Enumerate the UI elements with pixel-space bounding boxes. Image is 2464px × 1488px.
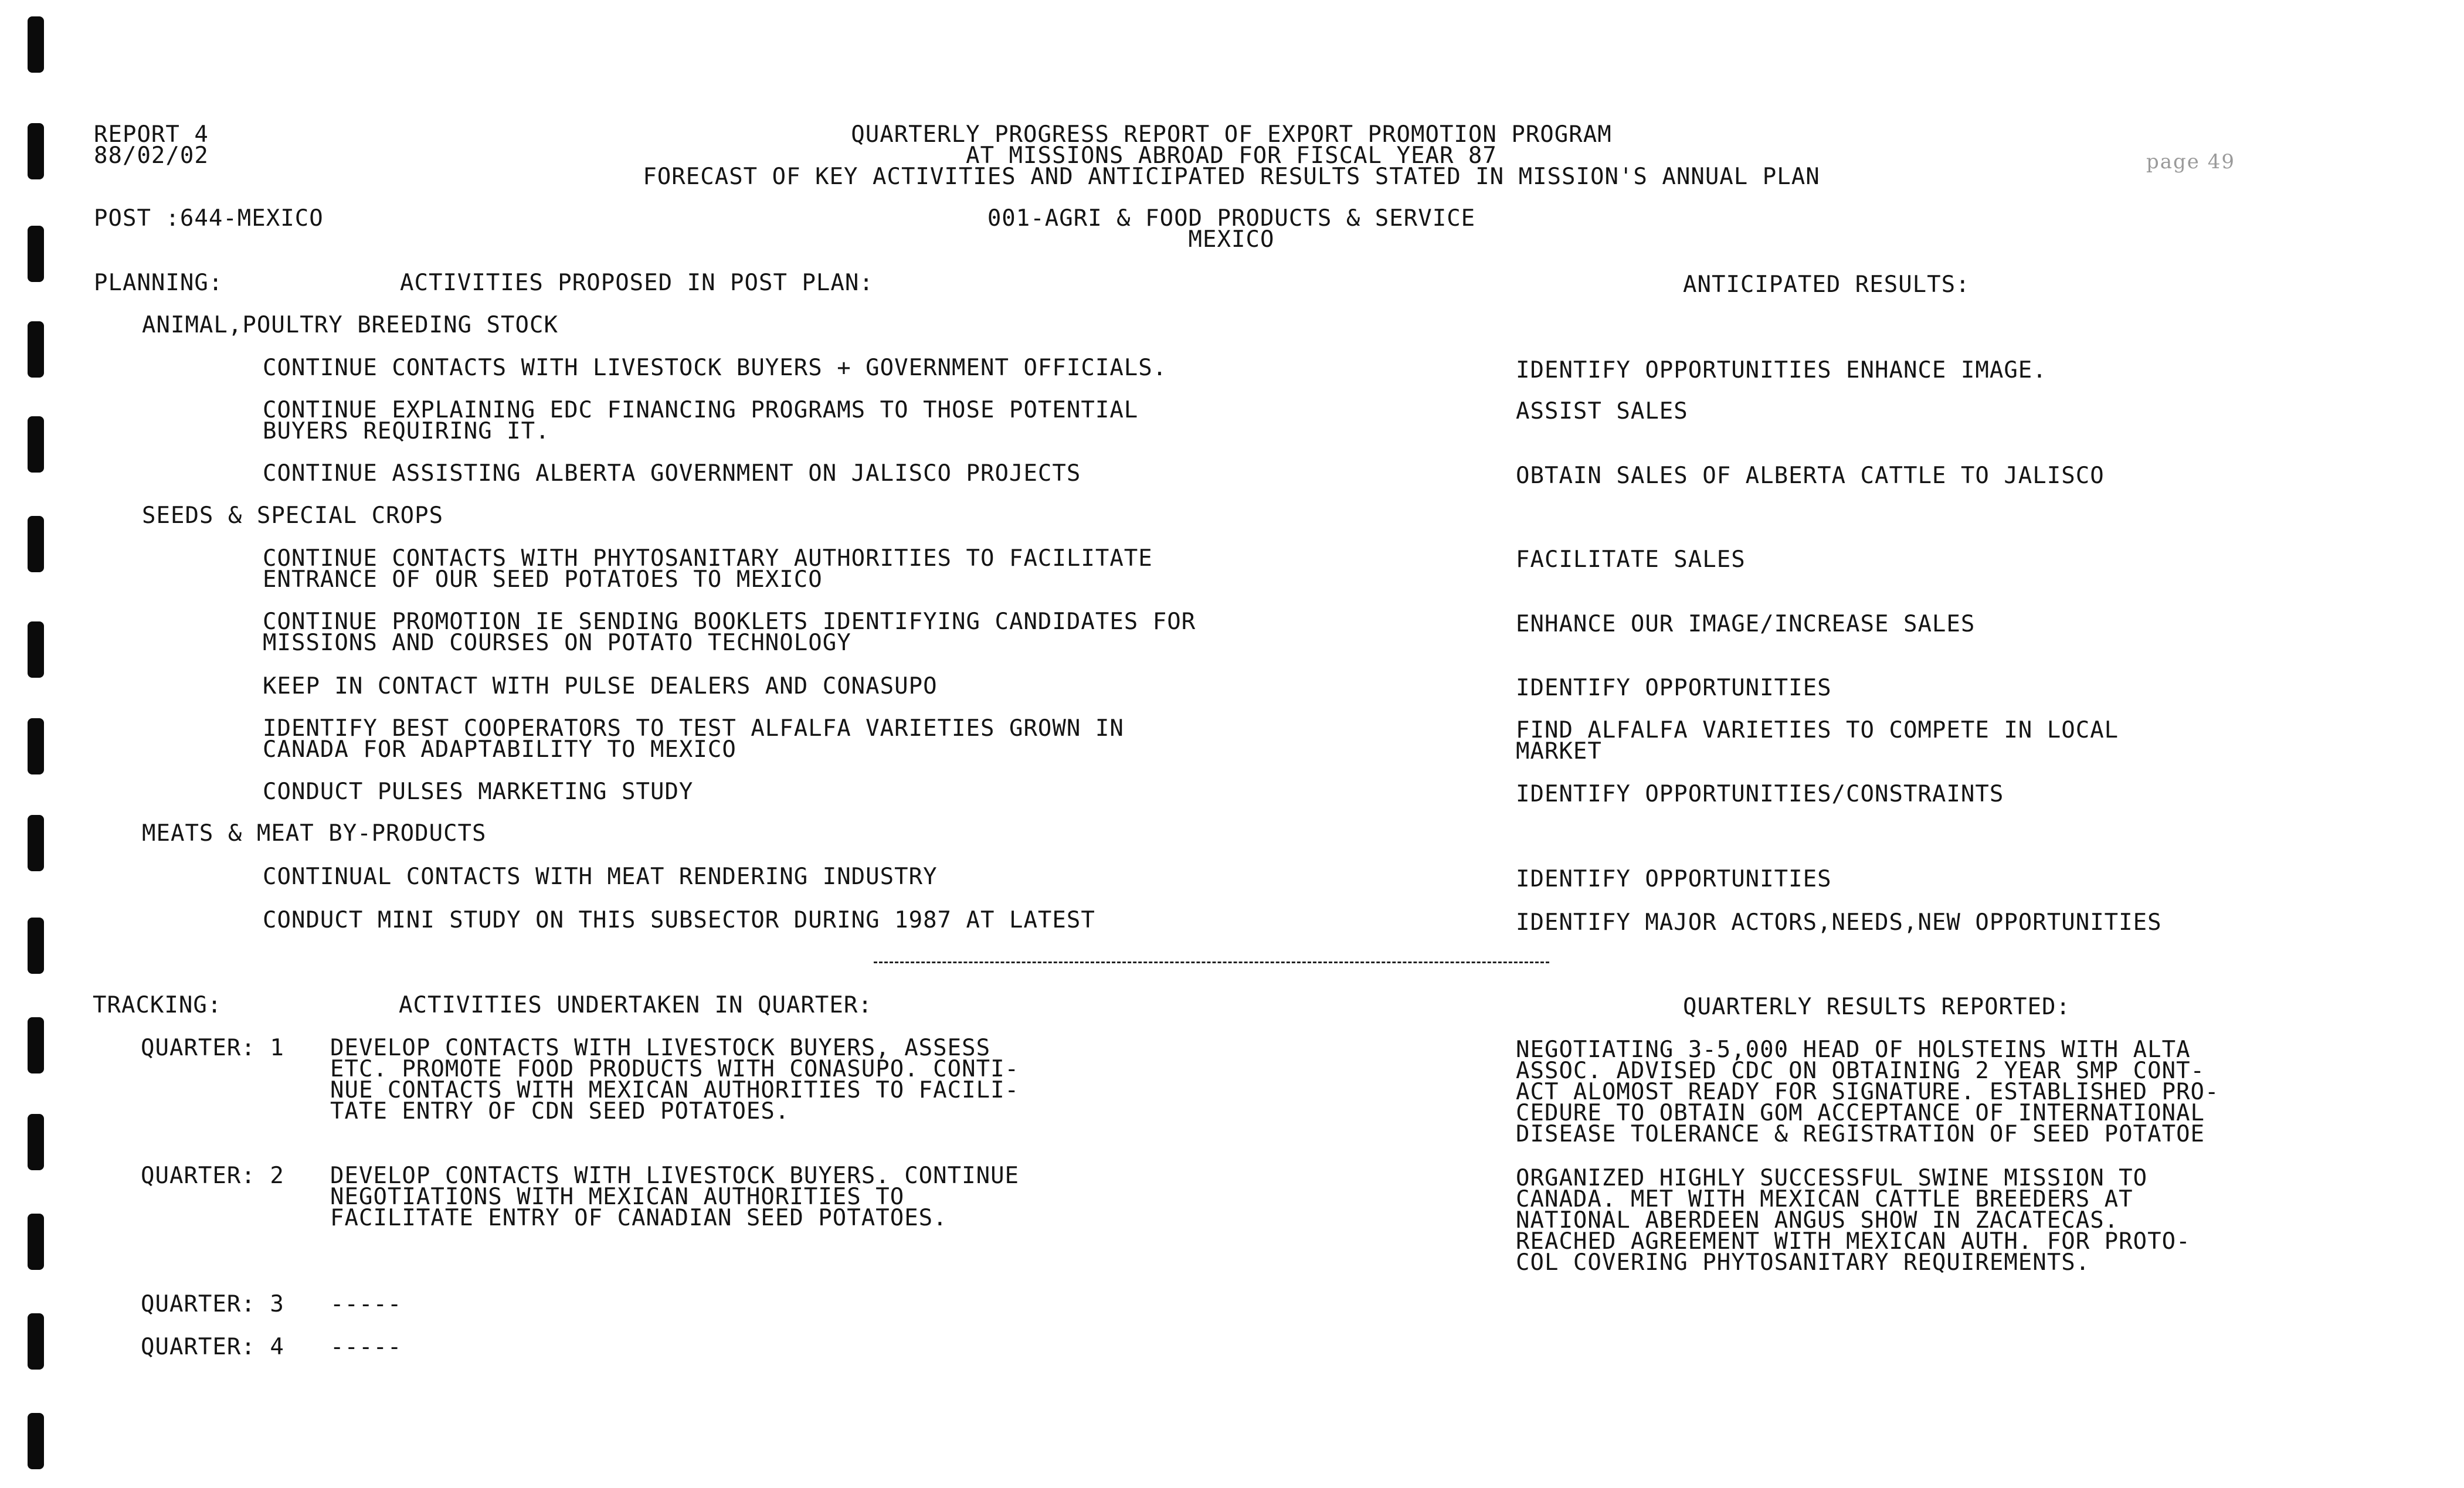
post-label: POST :644-MEXICO xyxy=(94,205,324,232)
tracking-activities-header: ACTIVITIES UNDERTAKEN IN QUARTER: xyxy=(399,992,873,1018)
punch-hole xyxy=(28,16,44,73)
planned-activity: IDENTIFY BEST COOPERATORS TO TEST ALFALFA VARIETIES GROWN IN CANADA FOR ADAPTABILITY TO MEXICO xyxy=(263,715,1124,763)
anticipated-result: ENHANCE OUR IMAGE/INCREASE SALES xyxy=(1516,611,1976,637)
section-divider xyxy=(874,962,1549,963)
tracking-label: TRACKING: xyxy=(93,992,222,1018)
anticipated-result: IDENTIFY OPPORTUNITIES/CONSTRAINTS xyxy=(1516,781,2004,807)
country-title: MEXICO xyxy=(1188,226,1275,253)
planned-activity: CONTINUE ASSISTING ALBERTA GOVERNMENT ON JALISCO PROJECTS xyxy=(263,460,1081,487)
planning-label: PLANNING: xyxy=(94,270,223,296)
report-title-line-3: FORECAST OF KEY ACTIVITIES AND ANTICIPATED RESULTS STATED IN MISSION'S ANNUAL PLAN xyxy=(643,164,1820,190)
planned-activity: CONTINUE PROMOTION IE SENDING BOOKLETS IDENTIFYING CANDIDATES FOR MISSIONS AND COURSES ON POTATO TECHNOLOGY xyxy=(263,609,1196,656)
anticipated-result: IDENTIFY OPPORTUNITIES xyxy=(1516,866,1832,892)
anticipated-result: FIND ALFALFA VARIETIES TO COMPETE IN LOCAL MARKET xyxy=(1516,717,2119,765)
punch-hole xyxy=(28,123,44,179)
punch-hole xyxy=(28,416,44,473)
quarter-activity: ----- xyxy=(330,1291,402,1317)
quarter-activity: DEVELOP CONTACTS WITH LIVESTOCK BUYERS, ASSESS ETC. PROMOTE FOOD PRODUCTS WITH CONASUPO. CONTI- NUE CONTACTS WITH MEXICAN AUTHORITIES TO FACILI- TATE ENTRY OF CDN SEED POTATOES. xyxy=(330,1035,1020,1125)
punch-hole xyxy=(28,516,44,572)
anticipated-result: ASSIST SALES xyxy=(1516,398,1688,424)
quarter-label: QUARTER: 3 xyxy=(141,1291,284,1317)
planned-activity: CONDUCT MINI STUDY ON THIS SUBSECTOR DURING 1987 AT LATEST xyxy=(263,907,1095,933)
section-heading: MEATS & MEAT BY-PRODUCTS xyxy=(142,820,487,847)
punch-hole xyxy=(28,718,44,774)
report-title-line-1: QUARTERLY PROGRESS REPORT OF EXPORT PROMOTION PROGRAM xyxy=(851,121,1612,148)
quarter-activity: ----- xyxy=(330,1334,402,1360)
anticipated-result: IDENTIFY OPPORTUNITIES xyxy=(1516,675,1832,701)
section-heading: SEEDS & SPECIAL CROPS xyxy=(142,502,444,529)
punch-hole xyxy=(28,1017,44,1073)
punch-hole xyxy=(28,226,44,282)
page-note: page 49 xyxy=(2146,150,2235,174)
anticipated-result: FACILITATE SALES xyxy=(1516,546,1746,573)
punch-hole xyxy=(28,321,44,378)
planned-activity: CONTINUE EXPLAINING EDC FINANCING PROGRAMS TO THOSE POTENTIAL BUYERS REQUIRING IT. xyxy=(263,397,1139,444)
planned-activity: KEEP IN CONTACT WITH PULSE DEALERS AND CONASUPO xyxy=(263,673,938,699)
punch-hole xyxy=(28,918,44,974)
planned-activity: CONDUCT PULSES MARKETING STUDY xyxy=(263,779,694,805)
punch-hole xyxy=(28,1214,44,1270)
quarter-activity: DEVELOP CONTACTS WITH LIVESTOCK BUYERS. CONTINUE NEGOTIATIONS WITH MEXICAN AUTHORITIES TO FACILITATE ENTRY OF CANADIAN SEED POTATOES. xyxy=(330,1163,1020,1231)
punch-hole xyxy=(28,621,44,678)
planned-activity: CONTINUE CONTACTS WITH PHYTOSANITARY AUTHORITIES TO FACILITATE ENTRANCE OF OUR SEED POTATOES TO MEXICO xyxy=(263,545,1153,593)
quarter-label: QUARTER: 2 xyxy=(141,1163,284,1189)
planned-activity: CONTINUE CONTACTS WITH LIVESTOCK BUYERS + GOVERNMENT OFFICIALS. xyxy=(263,355,1167,381)
quarter-result: ORGANIZED HIGHLY SUCCESSFUL SWINE MISSION TO CANADA. MET WITH MEXICAN CATTLE BREEDERS AT NATIONAL ABERDEEN ANGUS SHOW IN ZACATECAS. REACHED AGREEMENT WITH MEXICAN AUTH. FOR PROTO- COL COVERING PHYTOSANITARY REQUIREMENTS. xyxy=(1516,1165,2191,1276)
punch-hole xyxy=(28,1413,44,1469)
anticipated-result: IDENTIFY MAJOR ACTORS,NEEDS,NEW OPPORTUNITIES xyxy=(1516,909,2162,936)
quarter-result: NEGOTIATING 3-5,000 HEAD OF HOLSTEINS WITH ALTA ASSOC. ADVISED CDC ON OBTAINING 2 YEAR SMP CONT- ACT ALOMOST READY FOR SIGNATURE. ESTABLISHED PRO- CEDURE TO OBTAIN GOM ACCEPTANCE OF INTERNATIONAL DISEASE TOLERANCE & REGISTRATION OF SEED POTATOE xyxy=(1516,1037,2219,1147)
sector-title: 001-AGRI & FOOD PRODUCTS & SERVICE xyxy=(987,205,1476,232)
report-number: REPORT 4 xyxy=(94,121,209,148)
punch-hole xyxy=(28,815,44,871)
report-title-line-2: AT MISSIONS ABROAD FOR FISCAL YEAR 87 xyxy=(966,142,1497,169)
anticipated-results-header: ANTICIPATED RESULTS: xyxy=(1683,271,1970,298)
report-date: 88/02/02 xyxy=(94,142,209,169)
quarterly-results-header: QUARTERLY RESULTS REPORTED: xyxy=(1683,994,2071,1020)
anticipated-result: IDENTIFY OPPORTUNITIES ENHANCE IMAGE. xyxy=(1516,357,2047,383)
section-heading: ANIMAL,POULTRY BREEDING STOCK xyxy=(142,312,558,338)
quarter-label: QUARTER: 4 xyxy=(141,1334,284,1360)
planning-activities-header: ACTIVITIES PROPOSED IN POST PLAN: xyxy=(400,270,874,296)
punch-hole xyxy=(28,1313,44,1370)
planned-activity: CONTINUAL CONTACTS WITH MEAT RENDERING INDUSTRY xyxy=(263,864,938,890)
anticipated-result: OBTAIN SALES OF ALBERTA CATTLE TO JALISCO xyxy=(1516,463,2105,489)
punch-hole xyxy=(28,1114,44,1170)
quarter-label: QUARTER: 1 xyxy=(141,1035,284,1061)
